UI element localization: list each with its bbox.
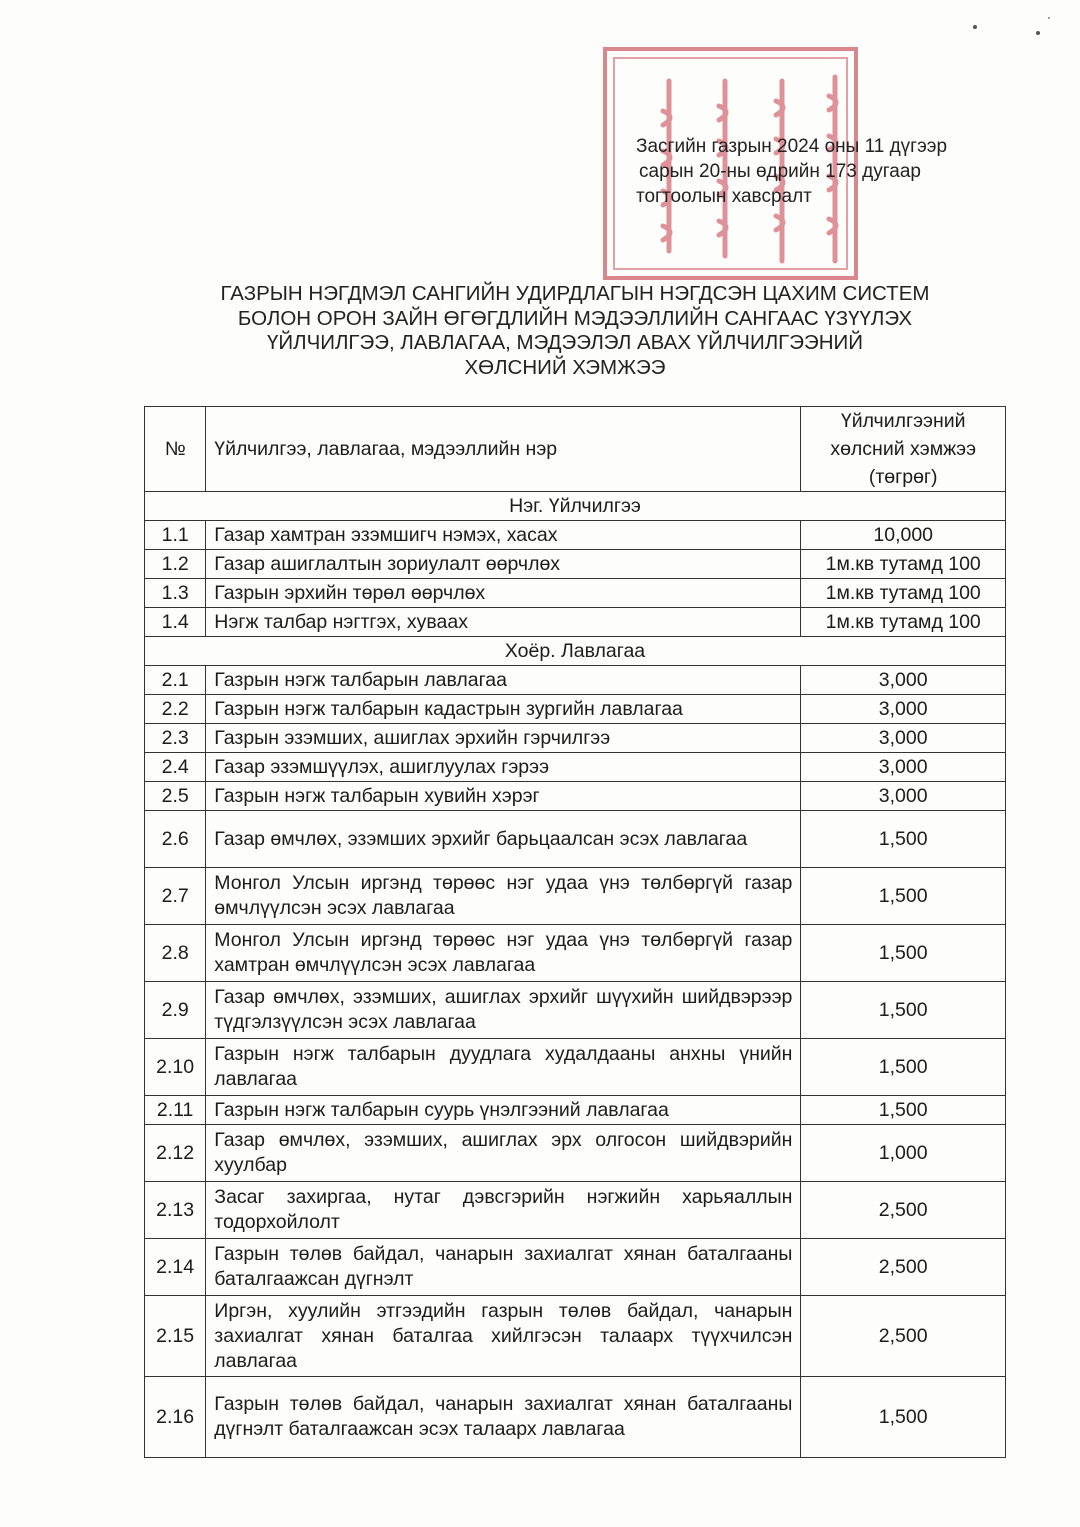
header-fee-line-1: Үйлчилгээний	[840, 410, 966, 432]
row-number: 2.8	[145, 925, 206, 982]
row-name: Иргэн, хуулийн этгээдийн газрын төлөв байдал, чанарын захиалгат хянан баталгаа хийлгэсэн талаарх түүхчилсэн лавлагаа	[206, 1296, 801, 1377]
row-fee: 3,000	[801, 782, 1006, 811]
header-number: №	[145, 407, 206, 492]
table-row	[145, 1096, 1006, 1125]
table-row	[145, 521, 1006, 550]
row-fee: 3,000	[801, 695, 1006, 724]
row-number: 2.4	[145, 753, 206, 782]
row-name: Газар хамтран эзэмшигч нэмэх, хасах	[206, 521, 801, 550]
title-line-4: ХӨЛСНИЙ ХЭМЖЭЭ	[464, 355, 666, 379]
row-name: Нэгж талбар нэгтгэх, хуваах	[206, 608, 801, 637]
row-fee: 1,500	[801, 1039, 1006, 1096]
table-header-row	[145, 407, 1006, 492]
table-row	[145, 1039, 1006, 1096]
row-number: 2.3	[145, 724, 206, 753]
annex-line-1: Засгийн газрын 2024 оны 11 дүгээр	[636, 136, 948, 157]
table-row	[145, 550, 1006, 579]
row-fee: 1,000	[801, 1125, 1006, 1182]
section-1-title: Нэг. Үйлчилгээ	[145, 492, 1006, 521]
row-name: Газрын эрхийн төрөл өөрчлөх	[206, 579, 801, 608]
row-name: Монгол Улсын иргэнд төрөөс нэг удаа үнэ төлбөргүй газар өмчлүүлсэн эсэх лавлагаа	[206, 868, 801, 925]
table-row	[145, 868, 1006, 925]
header-fee-line-2: хөлсний хэмжээ	[830, 438, 977, 460]
table-row	[145, 811, 1006, 868]
section-heading-row	[145, 492, 1006, 521]
row-name: Газрын нэгж талбарын лавлагаа	[206, 666, 801, 695]
row-number: 2.15	[145, 1296, 206, 1377]
annex-line-3: тогтоолын хавсралт	[636, 186, 812, 207]
row-number: 1.4	[145, 608, 206, 637]
scan-specks	[0, 0, 1080, 60]
section-heading-row	[145, 637, 1006, 666]
row-number: 2.2	[145, 695, 206, 724]
row-name: Монгол Улсын иргэнд төрөөс нэг удаа үнэ төлбөргүй газар хамтран өмчлүүлсэн эсэх лавлагаа	[206, 925, 801, 982]
title-line-2: БОЛОН ОРОН ЗАЙН ӨГӨГДЛИЙН МЭДЭЭЛЛИЙН САНГААС ҮЗҮҮЛЭХ	[237, 306, 913, 330]
row-fee: 1,500	[801, 811, 1006, 868]
row-name: Газар ашиглалтын зориулалт өөрчлөх	[206, 550, 801, 579]
row-name: Газар эзэмшүүлэх, ашиглуулах гэрээ	[206, 753, 801, 782]
row-number: 2.16	[145, 1377, 206, 1458]
row-fee: 3,000	[801, 753, 1006, 782]
table-row	[145, 724, 1006, 753]
row-fee: 1м.кв тутамд 100	[801, 550, 1006, 579]
title-line-3: ҮЙЛЧИЛГЭЭ, ЛАВЛАГАА, МЭДЭЭЛЭЛ АВАХ ҮЙЛЧИЛГЭЭНИЙ	[266, 331, 863, 354]
row-name: Газрын нэгж талбарын дуудлага худалдааны анхны үнийн лавлагаа	[206, 1039, 801, 1096]
row-name: Газрын эзэмших, ашиглах эрхийн гэрчилгээ	[206, 724, 801, 753]
row-fee: 1,500	[801, 982, 1006, 1039]
row-number: 2.5	[145, 782, 206, 811]
table-row	[145, 753, 1006, 782]
row-name: Газрын нэгж талбарын кадастрын зургийн лавлагаа	[206, 695, 801, 724]
table-row	[145, 579, 1006, 608]
table-row	[145, 1377, 1006, 1458]
table-row	[145, 666, 1006, 695]
row-number: 2.9	[145, 982, 206, 1039]
row-fee: 1м.кв тутамд 100	[801, 579, 1006, 608]
document-title	[140, 282, 1010, 380]
row-number: 2.11	[145, 1096, 206, 1125]
row-fee: 1,500	[801, 1377, 1006, 1458]
table-row	[145, 1125, 1006, 1182]
row-fee: 1,500	[801, 925, 1006, 982]
table-row	[145, 925, 1006, 982]
row-fee: 10,000	[801, 521, 1006, 550]
row-name: Газар өмчлөх, эзэмших эрхийг барьцаалсан эсэх лавлагаа	[206, 811, 801, 868]
section-2-title: Хоёр. Лавлагаа	[145, 637, 1006, 666]
row-number: 1.3	[145, 579, 206, 608]
header-service-name: Үйлчилгээ, лавлагаа, мэдээллийн нэр	[206, 407, 801, 492]
row-name: Газар өмчлөх, эзэмших, ашиглах эрх олгосон шийдвэрийн хуулбар	[206, 1125, 801, 1182]
row-name: Газрын төлөв байдал, чанарын захиалгат хянан баталгааны дүгнэлт баталгаажсан эсэх талаарх лавлагаа	[206, 1377, 801, 1458]
table-row	[145, 1239, 1006, 1296]
row-name: Засаг захиргаа, нутаг дэвсгэрийн нэгжийн харьяаллын тодорхойлолт	[206, 1182, 801, 1239]
table-row	[145, 695, 1006, 724]
annex-reference	[636, 134, 1016, 209]
row-number: 2.12	[145, 1125, 206, 1182]
row-number: 2.1	[145, 666, 206, 695]
row-fee: 3,000	[801, 724, 1006, 753]
table-row	[145, 1182, 1006, 1239]
row-fee: 2,500	[801, 1182, 1006, 1239]
table-row	[145, 608, 1006, 637]
table-row	[145, 982, 1006, 1039]
table-row	[145, 782, 1006, 811]
row-name: Газар өмчлөх, эзэмших, ашиглах эрхийг шүүхийн шийдвэрээр түдгэлзүүлсэн эсэх лавлагаа	[206, 982, 801, 1039]
table-row	[145, 1296, 1006, 1377]
annex-line-2: сарын 20-ны өдрийн 173 дугаар	[639, 161, 921, 182]
row-name: Газрын нэгж талбарын суурь үнэлгээний лавлагаа	[206, 1096, 801, 1125]
row-number: 2.13	[145, 1182, 206, 1239]
fee-table	[144, 406, 1006, 1458]
header-fee-line-3: (төгрөг)	[868, 466, 938, 488]
row-name: Газрын төлөв байдал, чанарын захиалгат хянан баталгааны баталгаажсан дүгнэлт	[206, 1239, 801, 1296]
header-fee	[801, 407, 1006, 492]
title-line-1: ГАЗРЫН НЭГДМЭЛ САНГИЙН УДИРДЛАГЫН НЭГДСЭН ЦАХИМ СИСТЕМ	[220, 282, 930, 305]
row-number: 1.2	[145, 550, 206, 579]
row-number: 2.6	[145, 811, 206, 868]
row-fee: 2,500	[801, 1239, 1006, 1296]
row-number: 2.10	[145, 1039, 206, 1096]
row-fee: 1м.кв тутамд 100	[801, 608, 1006, 637]
row-fee: 3,000	[801, 666, 1006, 695]
row-name: Газрын нэгж талбарын хувийн хэрэг	[206, 782, 801, 811]
row-number: 2.7	[145, 868, 206, 925]
row-fee: 1,500	[801, 868, 1006, 925]
row-number: 2.14	[145, 1239, 206, 1296]
row-fee: 1,500	[801, 1096, 1006, 1125]
row-number: 1.1	[145, 521, 206, 550]
row-fee: 2,500	[801, 1296, 1006, 1377]
